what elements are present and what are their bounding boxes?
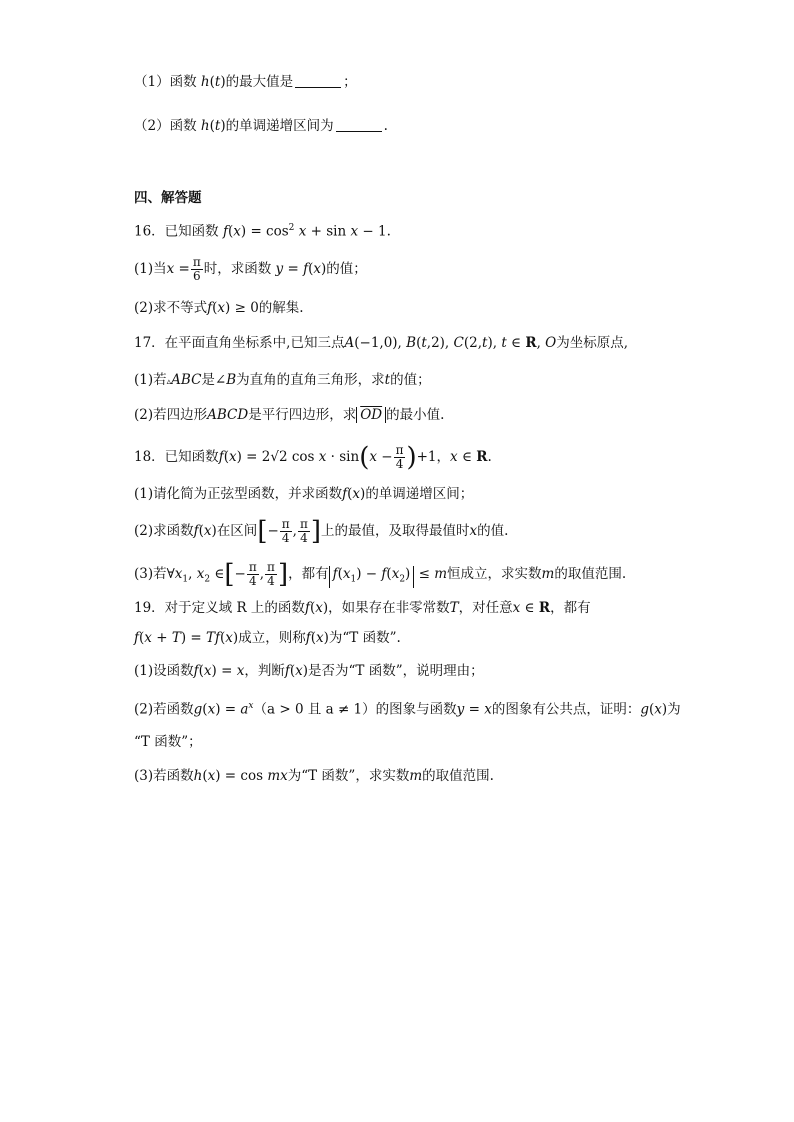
text: 的取值范围. [422, 768, 494, 784]
question-19-stem: 19．对于定义域 R 上的函数f(x)，如果存在非零常数T，对任意x ∈ R，都有 [134, 600, 591, 616]
text: 恒成立，求实数 [447, 566, 542, 582]
text: ，对任意 [458, 600, 513, 616]
question-16-part-1: (1)当x = $\frac{\pi}{6}$ 时，求函数 y = f(x)的值； [134, 255, 367, 283]
fraction: $\frac{\pi}{6}$ [192, 255, 201, 283]
question-17-part-1: (1)若▵ABC是∠B为直角的直角三角形，求t的值； [134, 372, 431, 388]
fraction: $\frac{\pi}{4}$ [281, 517, 290, 545]
text: 16．已知函数 [134, 223, 219, 240]
question-18-part-3: (3)若$\forall x_1$, $x_2$ ∈[− $\frac{\pi}{4}$ , $\frac{\pi}{4}$ ]，都有 $f(x_1) - f(x_2) \le m$恒成立，求实数m的取值范围. [134, 559, 627, 590]
question-19-part-2-line-2: “T 函数”； [134, 734, 202, 750]
text: 是否为“T 函数”，说明理由； [308, 663, 484, 679]
text: 的图象有公共点，证明： [491, 701, 641, 718]
text: (2)求函数 [134, 523, 194, 539]
text: (2)若函数 [134, 701, 194, 718]
text: (1)设函数 [134, 663, 194, 679]
text: 的最大值是 [225, 74, 294, 90]
text: 为 [667, 701, 681, 718]
text: (3)若函数 [134, 768, 194, 784]
text: . [383, 118, 388, 134]
text: 的最小值. [386, 407, 445, 423]
fraction: $\frac{\pi}{4}$ [248, 560, 257, 588]
text: ，都有 [288, 566, 329, 582]
text: 成立，则称 [238, 630, 306, 646]
question-19-part-3: (3)若函数h(x) = cos mx为“T 函数”，求实数m的取值范围. [134, 768, 494, 784]
question-18-part-1: (1)请化简为正弦型函数，并求函数f(x)的单调递增区间； [134, 486, 474, 502]
text: （a > 0 且 a ≠ 1） [253, 701, 376, 718]
text: 是 [201, 372, 215, 388]
text: ，判断 [244, 663, 285, 679]
question-19-part-2: (2)若函数$g(x) = a^x(a > 0$ 且 a ≠ 1）的图象与函数y = x的图象有公共点，证明：g(x)为 [134, 701, 681, 718]
text: 是平行四边形，求 [248, 407, 357, 423]
text: 的单调递增区间； [365, 486, 474, 502]
text: 上的最值，及取得最值时 [321, 523, 470, 539]
question-17-stem: 17．在平面直角坐标系中,已知三点A(−1,0), B(t,2), C(2,t), t ∈ R, O为坐标原点, [134, 335, 629, 351]
vector-magnitude: $\overline{OD}$ [356, 407, 386, 423]
text: ，都有 [550, 600, 591, 616]
answer-blank[interactable] [295, 73, 341, 88]
text: 的解集. [258, 300, 304, 316]
text: 17．在平面直角坐标系中,已知三点 [134, 335, 345, 351]
text: 19．对于定义域 R 上的函数 [134, 600, 305, 616]
text: (3)若 [134, 566, 167, 582]
question-18-part-2: (2)求函数f(x)在区间[− $\frac{\pi}{4}$ , $\frac{\pi}{4}$ ]上的最值，及取得最值时x的值. [134, 516, 509, 547]
question-16-part-2: (2)求不等式f(x) ≥ 0的解集. [134, 300, 304, 316]
question-15-part-1: （1）函数 h(t)的最大值是 ； [134, 74, 357, 90]
text: 为“T 函数”. [328, 630, 401, 646]
text: 的值； [390, 372, 431, 388]
absolute-value: $f(x_1) - f(x_2)$ [329, 566, 415, 588]
text: (2)求不等式 [134, 300, 208, 316]
text: (1)请化简为正弦型函数，并求函数 [134, 486, 343, 502]
text: ，如果存在非零常数 [328, 600, 450, 616]
text: （2）函数 [134, 118, 197, 134]
text: ； [343, 74, 357, 90]
question-16-stem: 16．已知函数 $f(x) = \cos^2 x + \sin x - 1$. [134, 223, 391, 240]
text: (2)若四边形 [134, 407, 208, 423]
question-17-part-2: (2)若四边形ABCD是平行四边形，求 $\overline{OD}$ 的最小值. [134, 407, 445, 423]
text: 在区间 [216, 523, 258, 539]
text: (1)若 [134, 372, 167, 388]
text: 为“T 函数”，求实数 [287, 768, 410, 784]
text: . [386, 223, 391, 240]
text: 的值. [477, 523, 509, 539]
section-title: 四、解答题 [134, 190, 202, 206]
fraction: $\frac{\pi}{4}$ [299, 517, 308, 545]
answer-blank[interactable] [336, 117, 382, 132]
question-15-part-2: （2）函数 h(t)的单调递增区间为 . [134, 118, 388, 134]
fraction: $\frac{\pi}{4}$ [267, 560, 275, 588]
text: 的单调递增区间为 [225, 118, 334, 134]
text: 的取值范围. [554, 566, 627, 582]
text: 的值； [326, 261, 367, 277]
text: ， [436, 449, 451, 465]
question-18-stem: 18．已知函数f(x) = 2√2 cos x · sin(x − $\frac{\pi}{4}$ )+1，x ∈ R. [134, 442, 492, 473]
question-19-part-1: (1)设函数f(x) = x，判断f(x)是否为“T 函数”，说明理由； [134, 663, 484, 679]
text: 的图象与函数 [375, 701, 457, 718]
text: 18．已知函数 [134, 449, 219, 465]
text: 时，求函数 [203, 261, 272, 277]
text: (1)当 [134, 261, 167, 277]
text: 为坐标原点, [556, 335, 629, 351]
text: （1）函数 [134, 74, 197, 90]
text: 为直角的直角三角形，求 [236, 372, 385, 388]
question-19-stem-line-2: f(x + T) = Tf(x)成立，则称f(x)为“T 函数”. [134, 630, 401, 646]
fraction: $\frac{\pi}{4}$ [395, 443, 404, 471]
